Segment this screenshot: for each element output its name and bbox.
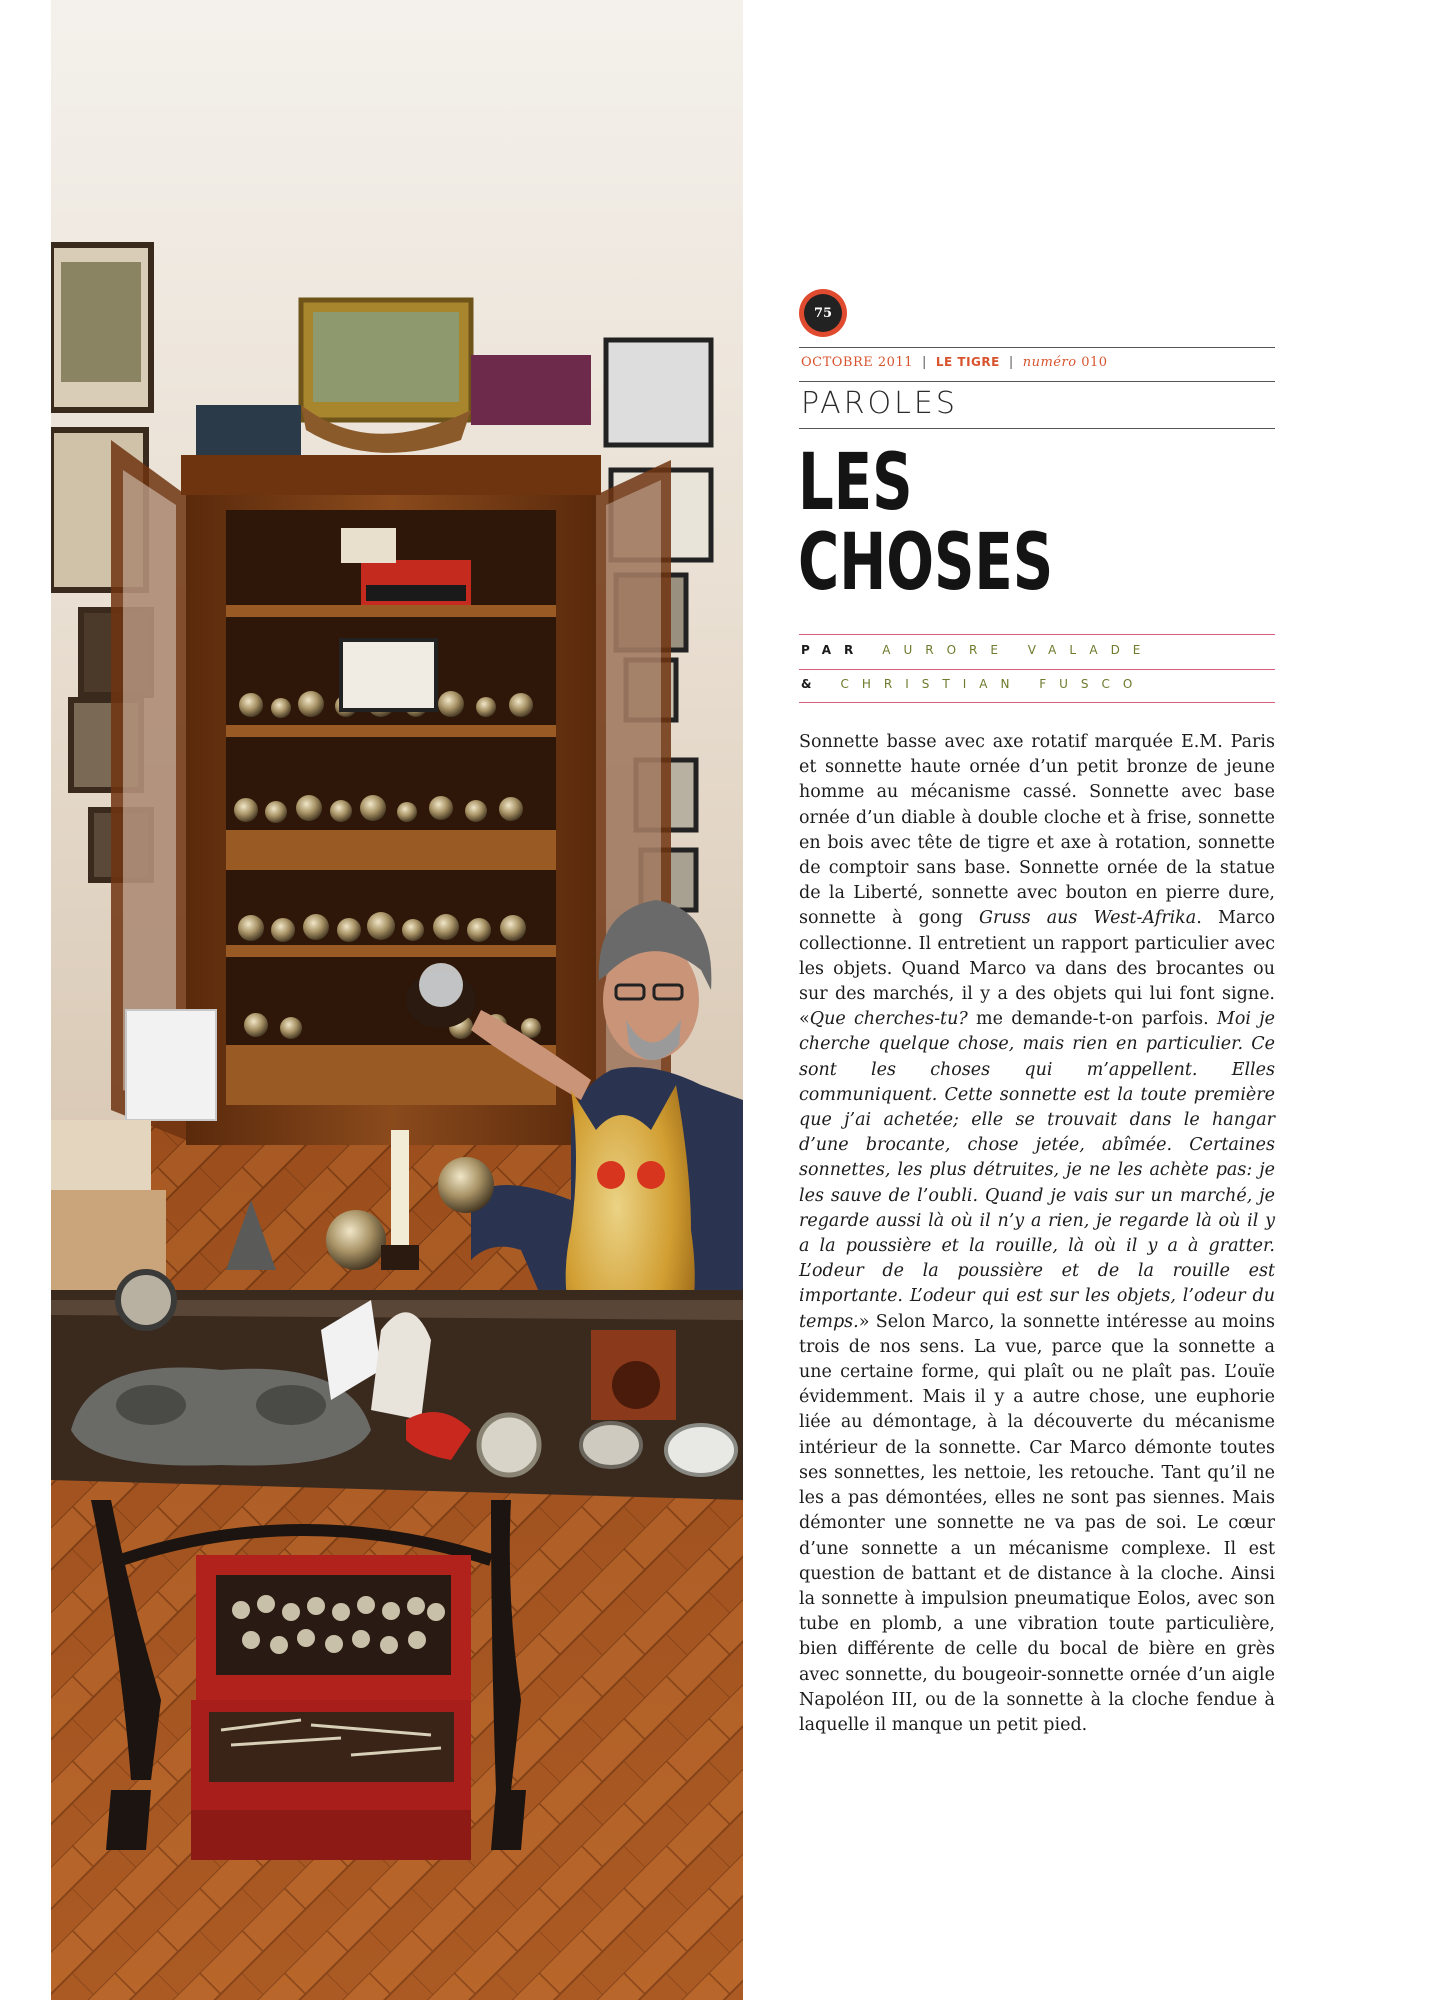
credit-by-label: PAR: [801, 643, 867, 657]
body-text-7: » Selon Marco, la sonnette intéresse au moins trois de nos sens. La vue, parce que la sonnette a une certaine forme, qui plaît ou ne plaît pas. L’ouïe évidemment. Mais il y a autre chose, une euphorie liée au démontage, à la découverte du mécanisme intérieur de la sonnette. Car Marco démonte toutes ses sonnettes, les nettoie, les retouche. Tant qu’il ne les a pas démontées, elles ne sont pas siennes. Mais démonter une sonnette ne va pas de soi. Le cœur d’une sonnette a un mécanisme complexe. Il est question de battant et de distance à la cloche. Ainsi la sonnette à impulsion pneumatique Eolos, avec son tube en plomb, a une vibration toute particulière, bien différente de celle du bocal de bière en grès avec sonnette, du bougeoir-sonnette ornée d’un aigle Napoléon III, ou de la sonnette à la cloche fendue à laquelle il manque un petit pied.: [799, 1311, 1275, 1735]
author-1-name: AURORE VALADE: [882, 643, 1154, 657]
credit-rule-top: [799, 634, 1275, 635]
collector-photo-illustration: [51, 0, 743, 2000]
article-title: [798, 438, 1136, 608]
header-rule-middle: [799, 381, 1275, 382]
article-photo: [51, 0, 743, 2000]
article-paragraph: [799, 730, 1275, 1738]
issue-number: 010: [1081, 355, 1108, 370]
article-body: [799, 730, 1275, 1738]
title-line-2: CHOSES: [798, 518, 1054, 608]
rubric: PAROLES: [801, 386, 958, 421]
credit-rule-bottom: [799, 702, 1275, 703]
author-2-name: CHRISTIAN FUSCO: [840, 677, 1146, 691]
issue-label: numéro: [1022, 355, 1077, 370]
body-italic-4: Que cherches-tu?: [809, 1009, 968, 1030]
issue-line: [801, 355, 1275, 370]
title-line-1: LES: [798, 438, 913, 528]
page-number-badge: [799, 289, 847, 337]
credit-rule-middle: [799, 669, 1275, 670]
separator: |: [1008, 355, 1014, 370]
issue-date: OCTOBRE 2011: [801, 355, 913, 370]
body-text-1: Sonnette basse avec axe rotatif marquée E.M. Paris et sonnette haute ornée d’un petit bronze de jeune homme au mécanisme cassé. Sonnette avec base ornée d’un diable à double cloche et à frise, sonnette en bois avec tête de tigre et axe à rotation, sonnette de comptoir sans base. Sonnette ornée de la statue de la Liberté, sonnette avec bouton en pierre dure, sonnette à gong: [799, 732, 1275, 929]
body-text-5: me demande-t-on parfois.: [967, 1009, 1217, 1030]
credit-author-1: [801, 643, 1275, 657]
page-number: 75: [804, 294, 842, 332]
header-rule-top: [799, 347, 1275, 348]
credit-and-label: &: [801, 677, 825, 691]
separator: |: [921, 355, 927, 370]
header-rule-bottom: [799, 428, 1275, 429]
magazine-name: LE TIGRE: [935, 355, 1000, 369]
body-text-3: . Marco collectionne. Il entretient un rapport particulier avec les objets. Quand Marco va dans des brocantes ou sur des marchés, il y a des objets qui lui font signe. «: [799, 908, 1275, 1030]
credit-author-2: [801, 677, 1275, 691]
body-italic-6: Moi je cherche quelque chose, mais rien en particulier. Ce sont les choses qui m’appellent. Elles communiquent. Cette sonnette est la toute première que j’ai achetée; elle se trouvait dans le hangar d’une brocante, chose jetée, abîmée. Certaines sonnettes, les plus détruites, je ne les achète pas: je les sauve de l’oubli. Quand je vais sur un marché, je regarde aussi là où il n’y a rien, je regarde là où il y a la poussière et la rouille, là où il y a à gratter. L’odeur de la poussière et de la rouille est importante. L’odeur qui est sur les objets, l’odeur du temps.: [799, 1009, 1276, 1332]
body-italic-2: Gruss aus West-Afrika: [978, 908, 1197, 929]
